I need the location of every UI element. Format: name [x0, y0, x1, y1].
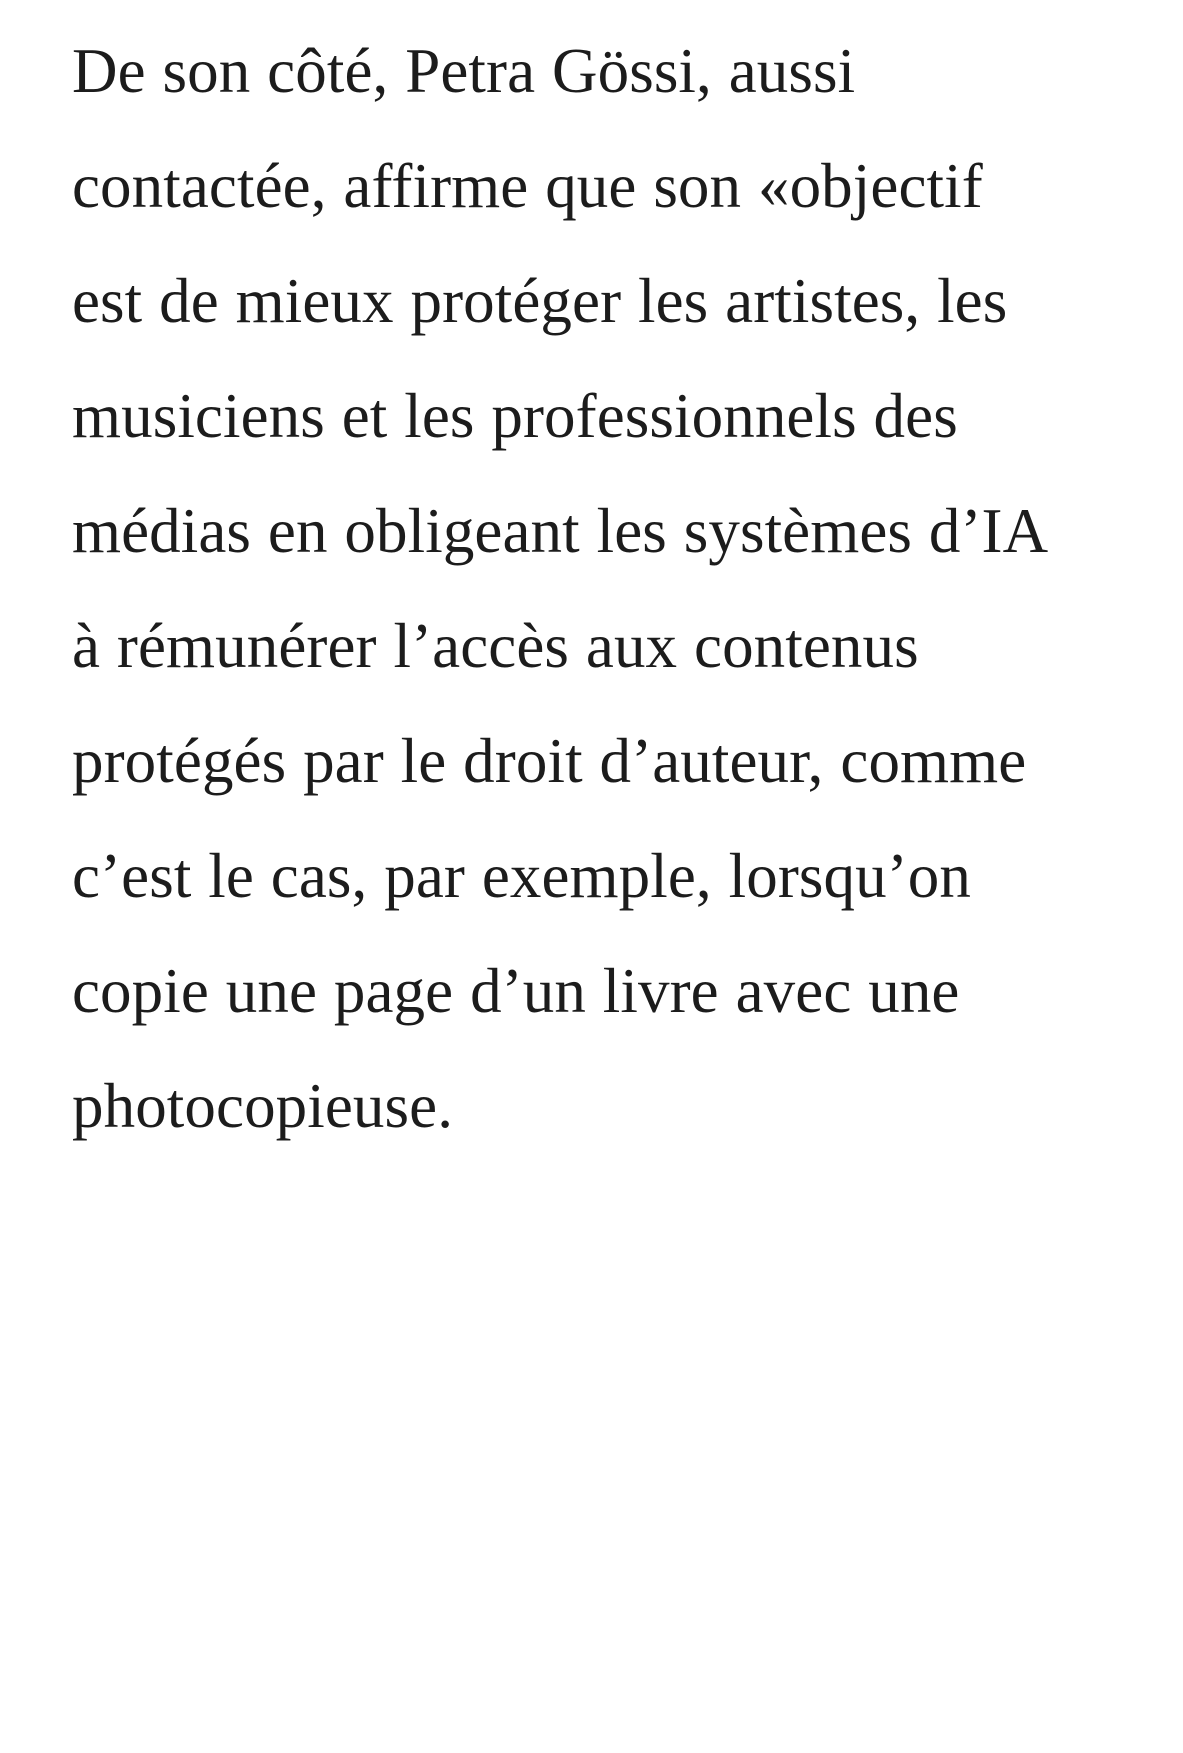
article-paragraph: De son côté, Petra Gössi, aussi contactée, affirme que son «objectif est de mieux protéger les artistes, les musiciens et les professionnels des médias en obligeant les systèmes d’IA à rémunérer l’accès aux contenus protégés par le droit d’auteur, comme c’est le cas, par exemple, lorsqu’on copie une page d’un livre avec une photocopieuse.	[72, 36, 1045, 1141]
